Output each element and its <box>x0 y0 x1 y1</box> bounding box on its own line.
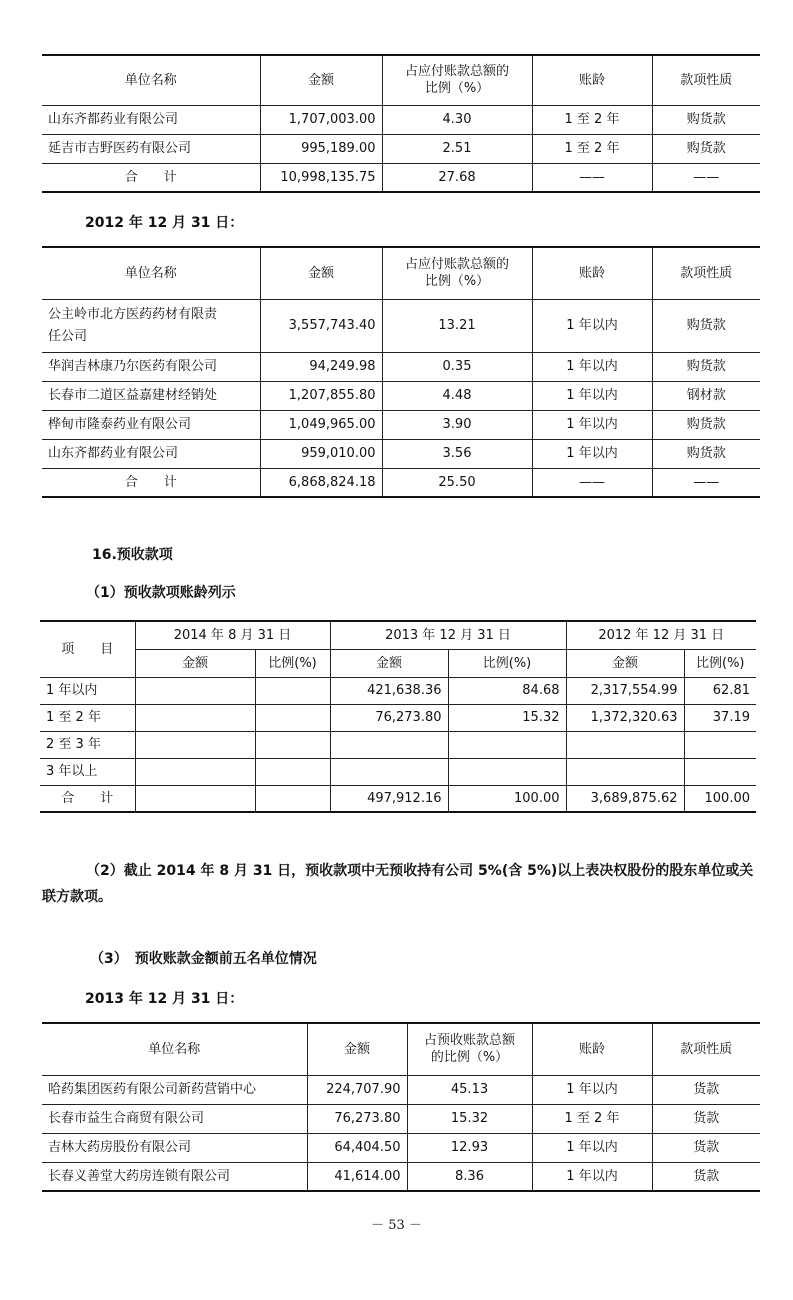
cell-total-nature: —— <box>652 468 760 497</box>
cell-nature: 购货款 <box>652 299 760 352</box>
col-header-nature: 款项性质 <box>652 247 760 299</box>
table-header-row <box>42 247 760 299</box>
col-header-ratio: 比例(%) <box>448 649 566 677</box>
table-row <box>40 758 756 785</box>
col-header-unit: 单位名称 <box>42 55 260 105</box>
table-header-row <box>42 55 760 105</box>
cell-ratio: 37.19 <box>684 704 756 731</box>
cell-ratio: 2.51 <box>382 134 532 163</box>
cell-amount <box>135 758 255 785</box>
cell-amount: 3,557,743.40 <box>260 299 382 352</box>
col-header-nature: 款项性质 <box>652 1023 760 1075</box>
col-header-ratio: 占应付账款总额的 比例（%） <box>382 55 532 105</box>
cell-unit: 山东齐都药业有限公司 <box>42 105 260 134</box>
col-header-period-2014: 2014 年 8 月 31 日 <box>135 621 330 649</box>
table-row <box>40 731 756 758</box>
cell-ratio <box>448 731 566 758</box>
cell-amount: 995,189.00 <box>260 134 382 163</box>
cell-ratio: 100.00 <box>684 785 756 812</box>
cell-amount <box>566 731 684 758</box>
cell-item: 2 至 3 年 <box>40 731 135 758</box>
cell-total-label: 合 计 <box>42 468 260 497</box>
cell-amount: 1,207,855.80 <box>260 381 382 410</box>
cell-ratio: 4.48 <box>382 381 532 410</box>
cell-amount: 1,049,965.00 <box>260 410 382 439</box>
cell-amount: 76,273.80 <box>330 704 448 731</box>
cell-amount: 3,689,875.62 <box>566 785 684 812</box>
cell-unit: 长春市益生合商贸有限公司 <box>42 1104 307 1133</box>
cell-ratio: 3.90 <box>382 410 532 439</box>
col-header-amount: 金额 <box>307 1023 407 1075</box>
cell-unit: 长春市二道区益嘉建材经销处 <box>42 381 260 410</box>
table-row <box>42 1133 760 1162</box>
cell-ratio <box>255 731 330 758</box>
cell-amount: 94,249.98 <box>260 352 382 381</box>
cell-ratio <box>684 758 756 785</box>
note-paragraph-2: （2）截止 2014 年 8 月 31 日，预收款项中无预收持有公司 5%(含 5%)以上表决权股份的股东单位或关联方款项。 <box>42 863 754 905</box>
subsection-title-3: （3） 预收账款金额前五名单位情况 <box>90 951 317 967</box>
col-header-unit: 单位名称 <box>42 247 260 299</box>
cell-unit: 吉林大药房股份有限公司 <box>42 1133 307 1162</box>
heading-2013-date: 2013 年 12 月 31 日： <box>85 991 244 1007</box>
cell-amount <box>135 677 255 704</box>
table-row <box>42 352 760 381</box>
cell-ratio: 15.32 <box>448 704 566 731</box>
cell-ratio <box>684 731 756 758</box>
cell-unit: 公主岭市北方医药药材有限责 任公司 <box>42 299 260 352</box>
cell-amount: 76,273.80 <box>307 1104 407 1133</box>
cell-amount <box>135 731 255 758</box>
col-header-amount: 金额 <box>566 649 684 677</box>
cell-amount: 2,317,554.99 <box>566 677 684 704</box>
cell-ratio: 15.32 <box>407 1104 532 1133</box>
cell-age: 1 年以内 <box>532 410 652 439</box>
cell-ratio <box>255 704 330 731</box>
cell-total-ratio: 27.68 <box>382 163 532 192</box>
section-title-16: 16.预收款项 <box>92 547 173 563</box>
cell-total-amount: 6,868,824.18 <box>260 468 382 497</box>
col-header-period-2013: 2013 年 12 月 31 日 <box>330 621 566 649</box>
col-header-amount: 金额 <box>260 55 382 105</box>
cell-amount: 224,707.90 <box>307 1075 407 1104</box>
cell-total-nature: —— <box>652 163 760 192</box>
table-row <box>42 105 760 134</box>
cell-amount <box>135 785 255 812</box>
cell-amount <box>135 704 255 731</box>
table-row <box>42 381 760 410</box>
table-total-row <box>42 468 760 497</box>
cell-total-amount: 10,998,135.75 <box>260 163 382 192</box>
col-header-ratio: 占预收账款总额 的比例（%） <box>407 1023 532 1075</box>
cell-nature: 购货款 <box>652 352 760 381</box>
cell-age: 1 年以内 <box>532 299 652 352</box>
payables-table-2013-continued <box>42 54 760 193</box>
col-header-amount: 金额 <box>330 649 448 677</box>
cell-item: 3 年以上 <box>40 758 135 785</box>
cell-age: 1 年以内 <box>532 1133 652 1162</box>
col-header-nature: 款项性质 <box>652 55 760 105</box>
heading-2012-date: 2012 年 12 月 31 日： <box>85 215 244 231</box>
cell-total-label: 合 计 <box>42 163 260 192</box>
cell-ratio <box>255 785 330 812</box>
cell-amount: 959,010.00 <box>260 439 382 468</box>
cell-nature: 购货款 <box>652 439 760 468</box>
col-header-item: 项 目 <box>40 621 135 677</box>
col-header-amount: 金额 <box>135 649 255 677</box>
cell-ratio: 12.93 <box>407 1133 532 1162</box>
cell-amount: 421,638.36 <box>330 677 448 704</box>
cell-unit: 华润吉林康乃尔医药有限公司 <box>42 352 260 381</box>
cell-nature: 货款 <box>652 1104 760 1133</box>
cell-age: 1 至 2 年 <box>532 134 652 163</box>
table-row <box>42 1075 760 1104</box>
cell-ratio: 8.36 <box>407 1162 532 1191</box>
cell-nature: 购货款 <box>652 105 760 134</box>
cell-age: 1 年以内 <box>532 1075 652 1104</box>
table-row <box>40 677 756 704</box>
cell-total-ratio: 25.50 <box>382 468 532 497</box>
cell-unit: 山东齐都药业有限公司 <box>42 439 260 468</box>
cell-ratio <box>255 677 330 704</box>
cell-unit: 哈药集团医药有限公司新药营销中心 <box>42 1075 307 1104</box>
cell-item: 1 至 2 年 <box>40 704 135 731</box>
table-row <box>42 410 760 439</box>
cell-nature: 货款 <box>652 1075 760 1104</box>
cell-nature: 货款 <box>652 1162 760 1191</box>
cell-ratio: 84.68 <box>448 677 566 704</box>
cell-amount: 497,912.16 <box>330 785 448 812</box>
col-header-age: 账龄 <box>532 247 652 299</box>
table-row <box>42 134 760 163</box>
cell-amount: 41,614.00 <box>307 1162 407 1191</box>
cell-amount: 1,707,003.00 <box>260 105 382 134</box>
table-header-row <box>42 1023 760 1075</box>
cell-nature: 货款 <box>652 1133 760 1162</box>
col-header-ratio: 比例(%) <box>684 649 756 677</box>
cell-ratio: 0.35 <box>382 352 532 381</box>
cell-nature: 购货款 <box>652 410 760 439</box>
table-subheader-row <box>40 649 756 677</box>
cell-nature: 购货款 <box>652 134 760 163</box>
cell-nature: 钢材款 <box>652 381 760 410</box>
table-header-row <box>40 621 756 649</box>
table-row <box>42 1162 760 1191</box>
advance-receipts-top5-table-2013 <box>42 1022 760 1192</box>
cell-total-age: —— <box>532 468 652 497</box>
cell-amount: 1,372,320.63 <box>566 704 684 731</box>
col-header-ratio: 比例(%) <box>255 649 330 677</box>
cell-age: 1 至 2 年 <box>532 1104 652 1133</box>
page-number: － 53 － <box>371 1218 422 1233</box>
table-row <box>40 704 756 731</box>
cell-unit: 桦甸市隆泰药业有限公司 <box>42 410 260 439</box>
table-row <box>42 299 760 352</box>
cell-age: 1 年以内 <box>532 381 652 410</box>
cell-ratio <box>255 758 330 785</box>
cell-amount: 64,404.50 <box>307 1133 407 1162</box>
cell-amount <box>566 758 684 785</box>
cell-ratio: 62.81 <box>684 677 756 704</box>
cell-amount <box>330 731 448 758</box>
cell-unit: 延吉市吉野医药有限公司 <box>42 134 260 163</box>
subsection-title-1: （1）预收款项账龄列示 <box>86 585 236 601</box>
cell-age: 1 至 2 年 <box>532 105 652 134</box>
table-total-row <box>40 785 756 812</box>
col-header-unit: 单位名称 <box>42 1023 307 1075</box>
cell-ratio: 3.56 <box>382 439 532 468</box>
cell-total-label: 合 计 <box>40 785 135 812</box>
table-row <box>42 439 760 468</box>
cell-age: 1 年以内 <box>532 1162 652 1191</box>
col-header-age: 账龄 <box>532 1023 652 1075</box>
cell-ratio: 4.30 <box>382 105 532 134</box>
advance-receipts-aging-table <box>40 620 756 813</box>
cell-ratio <box>448 758 566 785</box>
cell-item: 1 年以内 <box>40 677 135 704</box>
col-header-age: 账龄 <box>532 55 652 105</box>
table-total-row <box>42 163 760 192</box>
table-row <box>42 1104 760 1133</box>
col-header-amount: 金额 <box>260 247 382 299</box>
cell-amount <box>330 758 448 785</box>
cell-age: 1 年以内 <box>532 352 652 381</box>
cell-age: 1 年以内 <box>532 439 652 468</box>
cell-total-age: —— <box>532 163 652 192</box>
cell-ratio: 13.21 <box>382 299 532 352</box>
cell-ratio: 100.00 <box>448 785 566 812</box>
cell-ratio: 45.13 <box>407 1075 532 1104</box>
payables-table-2012 <box>42 246 760 498</box>
col-header-period-2012: 2012 年 12 月 31 日 <box>566 621 756 649</box>
cell-unit: 长春义善堂大药房连锁有限公司 <box>42 1162 307 1191</box>
col-header-ratio: 占应付账款总额的 比例（%） <box>382 247 532 299</box>
